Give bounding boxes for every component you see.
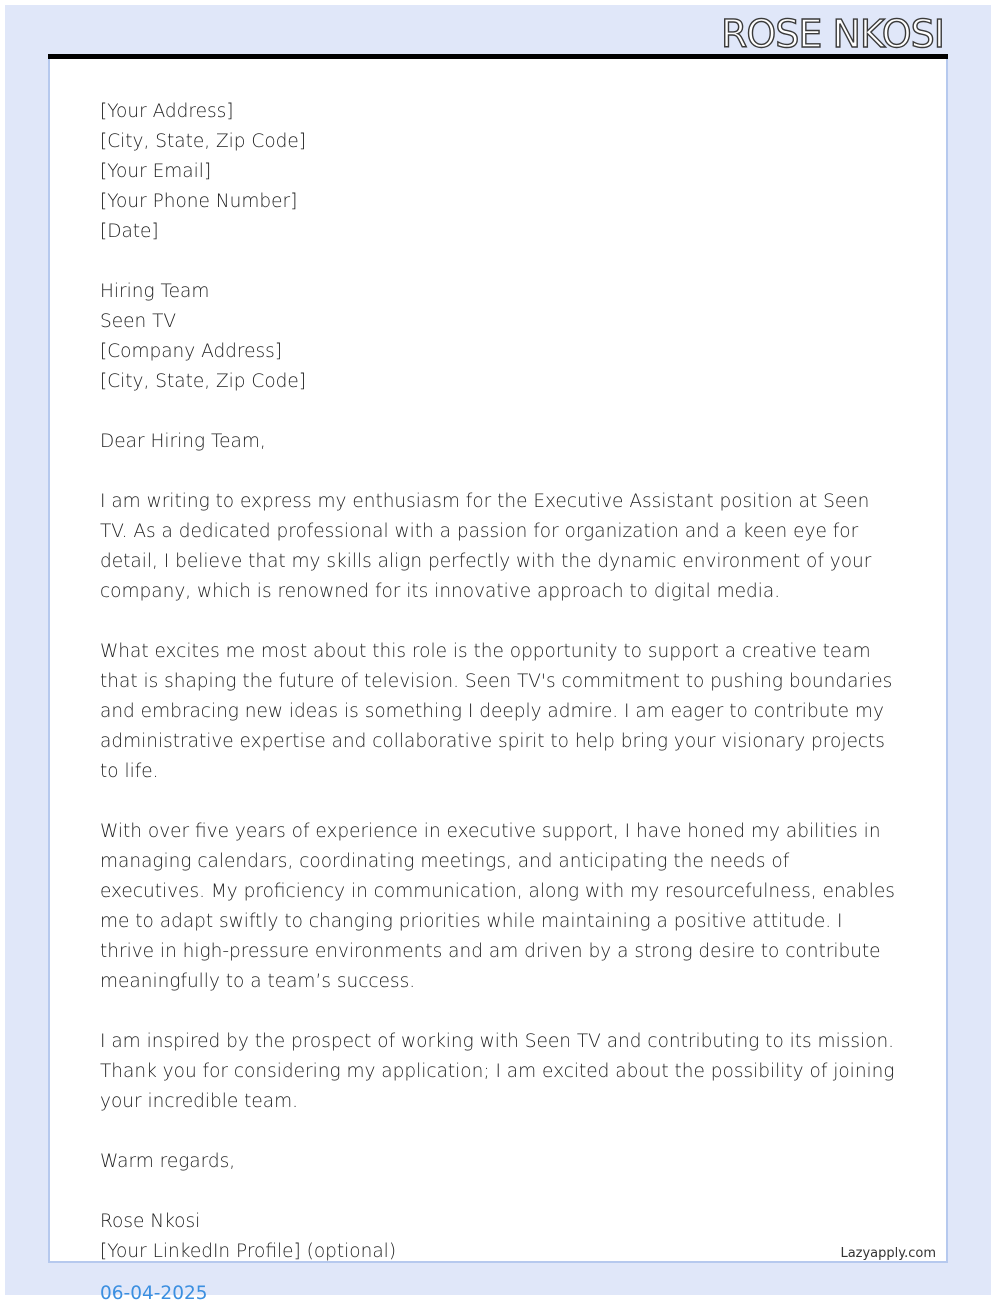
letter-body (100, 97, 900, 1267)
paragraph-experience: With over five years of experience in executive support, I have honed my abilities in managing calendars, coordinating meetings, and anticipating the needs of executives. My proficiency in communication, along with my resourcefulness, enables me to adapt swiftly to changing priorities while maintaining a positive attitude. I thrive in high-pressure environments and am driven by a strong desire to contribute meaningfully to a team’s success. (100, 821, 895, 992)
signature-linkedin: [Your LinkedIn Profile] (optional) (100, 1241, 397, 1262)
spacer (100, 457, 900, 487)
recipient-address: [Company Address] (100, 341, 283, 362)
paragraph-motivation: What excites me most about this role is the opportunity to support a creative team that is shaping the future of television. Seen TV's commitment to pushing boundaries and embracing new ideas is something I deeply admire. I am eager to contribute my administrative expertise and collaborative spirit to help bring your visionary projects to life. (100, 641, 893, 782)
spacer (100, 1177, 900, 1207)
salutation: Dear Hiring Team, (100, 431, 266, 452)
spacer (100, 247, 900, 277)
spacer (100, 1117, 900, 1147)
recipient-name: Hiring Team (100, 281, 210, 302)
footer-date: 06-04-2025 (100, 1283, 208, 1304)
watermark: Lazyapply.com (840, 1246, 936, 1261)
closing: Warm regards, (100, 1151, 236, 1172)
sender-city-state-zip: [City, State, Zip Code] (100, 131, 306, 152)
spacer (100, 997, 900, 1027)
header-name: ROSE NKOSI (720, 12, 944, 56)
recipient-city-state-zip: [City, State, Zip Code] (100, 371, 306, 392)
spacer (100, 397, 900, 427)
sender-address: [Your Address] (100, 101, 234, 122)
sender-date: [Date] (100, 221, 159, 242)
recipient-company: Seen TV (100, 311, 177, 332)
spacer (100, 607, 900, 637)
sender-phone: [Your Phone Number] (100, 191, 298, 212)
sender-email: [Your Email] (100, 161, 212, 182)
paragraph-closing: I am inspired by the prospect of working with Seen TV and contributing to its mission. Thank you for considering my application; I am excited about the possibility of joining your incredible team. (100, 1031, 895, 1112)
signature-name: Rose Nkosi (100, 1211, 201, 1232)
spacer (100, 787, 900, 817)
paragraph-intro: I am writing to express my enthusiasm for the Executive Assistant position at Seen TV. As a dedicated professional with a passion for organization and a keen eye for detail, I believe that my skills align perfectly with the dynamic environment of your company, which is renowned for its innovative approach to digital media. (100, 491, 872, 602)
